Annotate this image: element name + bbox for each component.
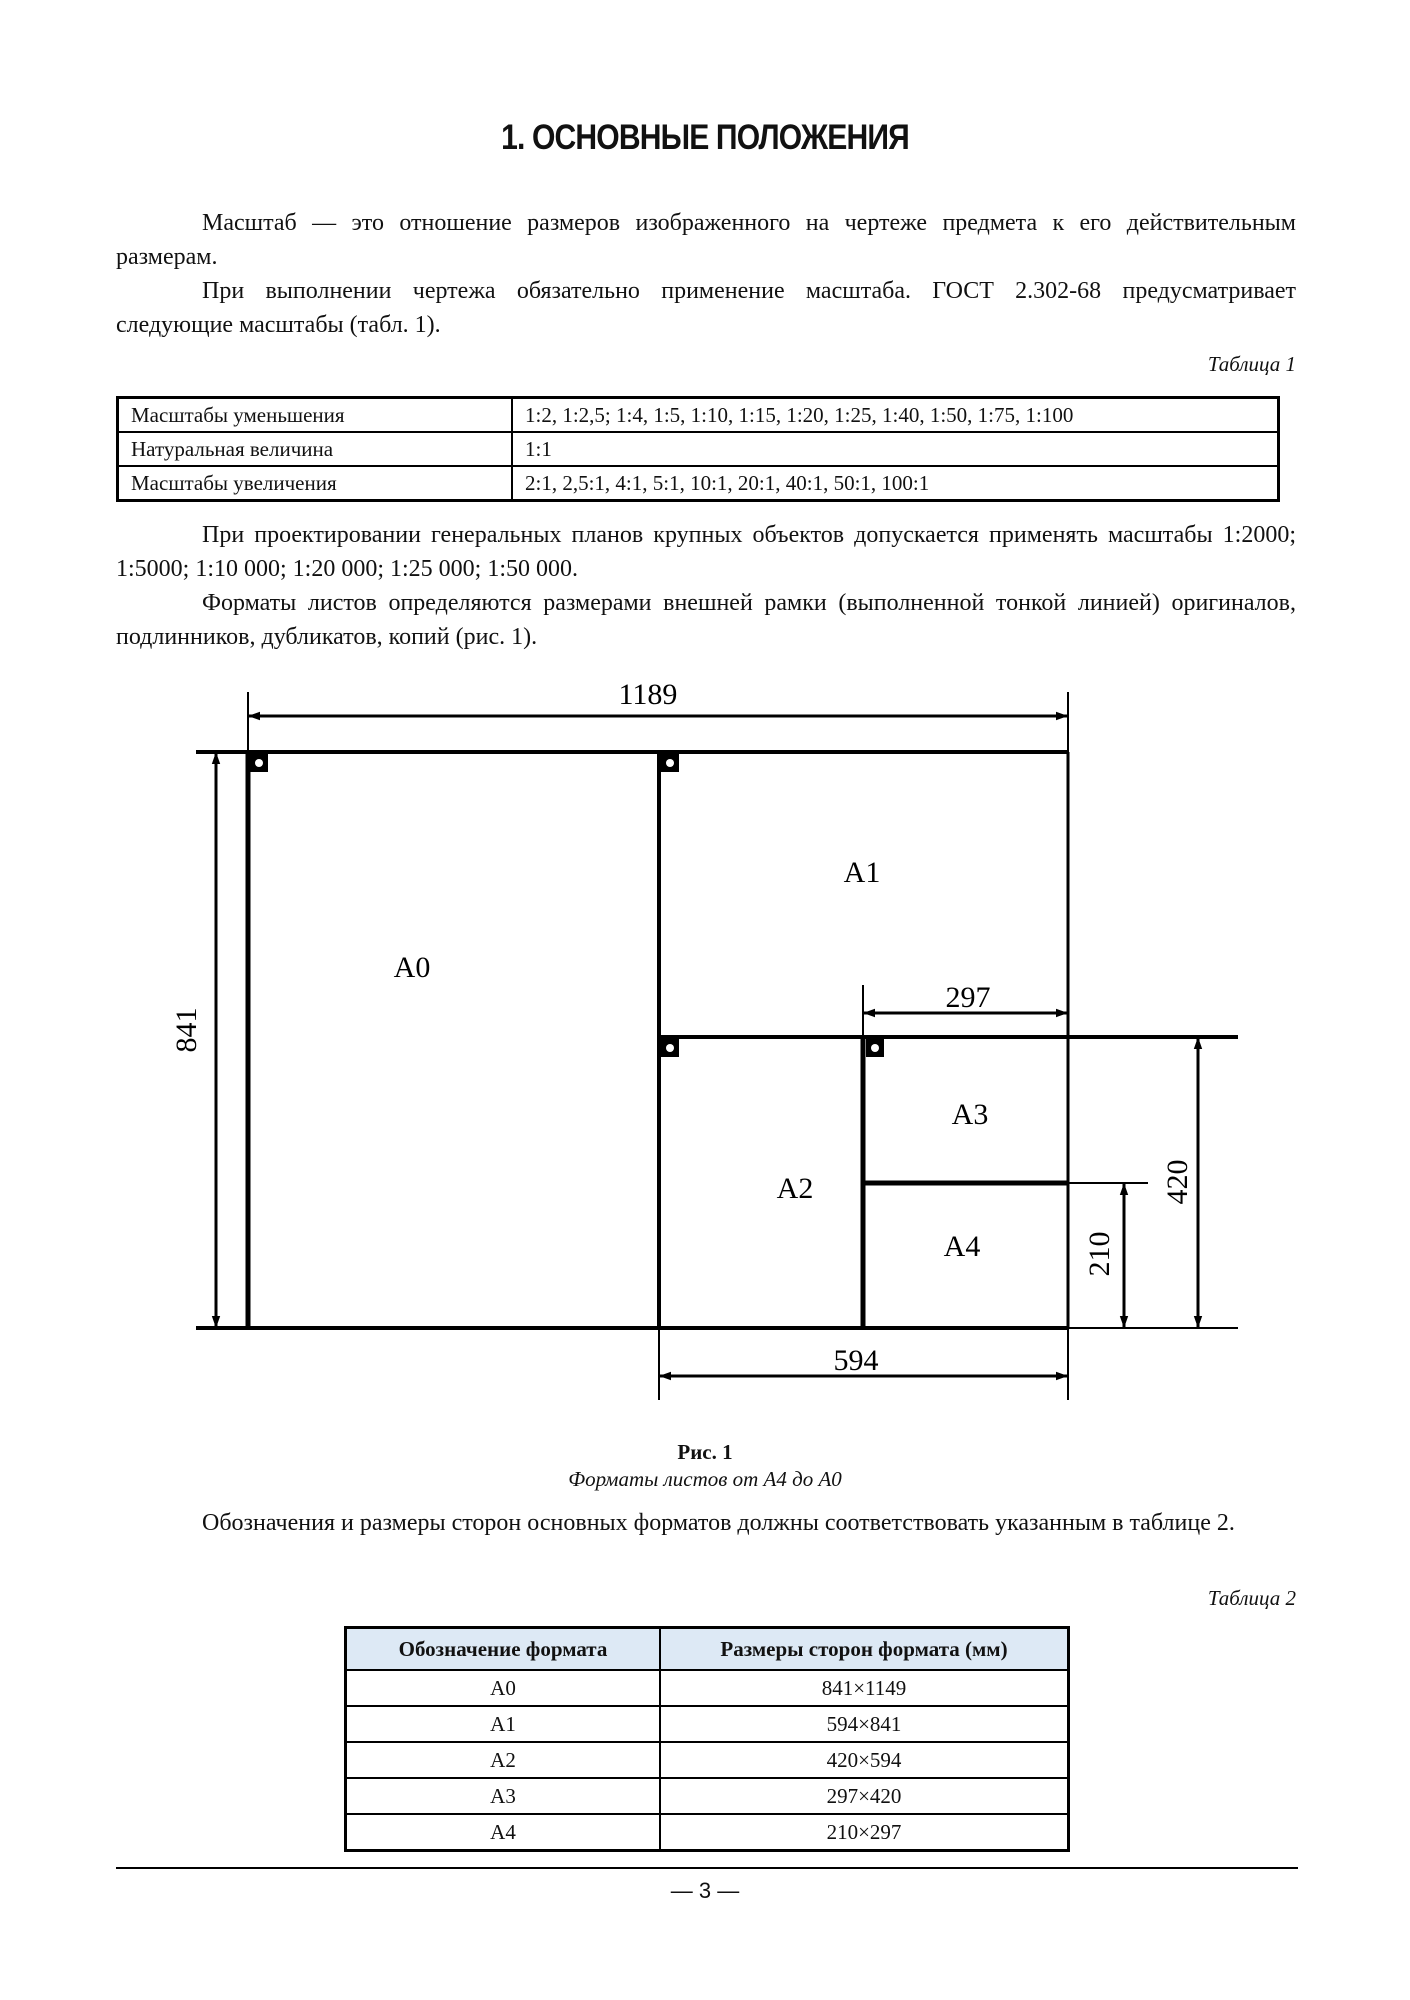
corner-markers [250, 754, 884, 1057]
intro-paragraph-2: При выполнении чертежа обязательно применение масштаба. ГОСТ 2.302-68 предусматривает следующие масштабы (табл. 1). [116, 278, 1296, 338]
format-cell: А3 [346, 1778, 661, 1814]
format-cell: А0 [346, 1670, 661, 1706]
scale-values-cell: 1:1 [512, 432, 1279, 466]
size-cell: 210×297 [660, 1814, 1069, 1851]
middle-paragraph-1: При проектировании генеральных планов крупных объектов допускается применять масштабы 1:2000; 1:5000; 1:10 000; 1:20 000; 1:25 000; 1:50 000. [116, 522, 1296, 582]
figure-caption-title: Рис. 1 [677, 1440, 733, 1464]
dim-1189: 1189 [618, 678, 678, 711]
table-row [346, 1778, 1069, 1814]
format-frames [196, 692, 1238, 1400]
size-cell: 594×841 [660, 1706, 1069, 1742]
format-cell: А4 [346, 1814, 661, 1851]
table-row [118, 466, 1279, 501]
scales-table [116, 396, 1280, 502]
page-number: — 3 — [670, 1878, 740, 1903]
dim-210: 210 [1083, 1231, 1116, 1277]
label-a3: A3 [951, 1098, 989, 1131]
label-a2: A2 [776, 1172, 814, 1205]
page-title: 1. ОСНОВНЫЕ ПОЛОЖЕНИЯ [501, 118, 909, 157]
after-figure-paragraph: Обозначения и размеры сторон основных форматов должны соответствовать указанным в таблице 2. [202, 1510, 1235, 1536]
dim-420: 420 [1161, 1159, 1194, 1205]
sheet-formats-figure [150, 676, 1260, 1416]
table1-caption: Таблица 1 [1207, 352, 1296, 376]
table-row [346, 1742, 1069, 1778]
table-row [346, 1814, 1069, 1851]
middle-text [116, 518, 1296, 654]
table-row [118, 398, 1279, 433]
table-header-row [346, 1628, 1069, 1671]
after-figure-text [116, 1506, 1296, 1540]
figure-caption-text: Форматы листов от А4 до А0 [568, 1467, 842, 1491]
scale-type-cell: Натуральная величина [118, 432, 513, 466]
dim-594: 594 [833, 1344, 879, 1377]
header-format-sizes: Размеры сторон формата (мм) [660, 1628, 1069, 1671]
header-format-designation: Обозначение формата [346, 1628, 661, 1671]
dim-841: 841 [170, 1007, 203, 1053]
footer-divider [116, 1867, 1298, 1869]
label-a0: A0 [393, 951, 431, 984]
size-cell: 297×420 [660, 1778, 1069, 1814]
middle-paragraph-2: Форматы листов определяются размерами внешней рамки (выполненной тонкой линией) оригиналов, подлинников, дубликатов, копий (рис. 1). [116, 590, 1296, 650]
size-cell: 841×1149 [660, 1670, 1069, 1706]
size-cell: 420×594 [660, 1742, 1069, 1778]
formats-table [344, 1626, 1070, 1852]
label-a4: A4 [943, 1230, 981, 1263]
intro-paragraph-1: Масштаб — это отношение размеров изображенного на чертеже предмета к его действительным размерам. [116, 210, 1296, 270]
table-row [346, 1670, 1069, 1706]
format-cell: А1 [346, 1706, 661, 1742]
dim-297: 297 [945, 981, 991, 1014]
table2-caption: Таблица 2 [1207, 1586, 1296, 1610]
dimension-lines [216, 716, 1198, 1376]
scale-type-cell: Масштабы увеличения [118, 466, 513, 501]
table-row [346, 1706, 1069, 1742]
scale-type-cell: Масштабы уменьшения [118, 398, 513, 433]
format-cell: А2 [346, 1742, 661, 1778]
label-a1: A1 [843, 856, 881, 889]
intro-text [116, 206, 1296, 342]
scale-values-cell: 2:1, 2,5:1, 4:1, 5:1, 10:1, 20:1, 40:1, 50:1, 100:1 [512, 466, 1279, 501]
table-row [118, 432, 1279, 466]
scale-values-cell: 1:2, 1:2,5; 1:4, 1:5, 1:10, 1:15, 1:20, 1:25, 1:40, 1:50, 1:75, 1:100 [512, 398, 1279, 433]
